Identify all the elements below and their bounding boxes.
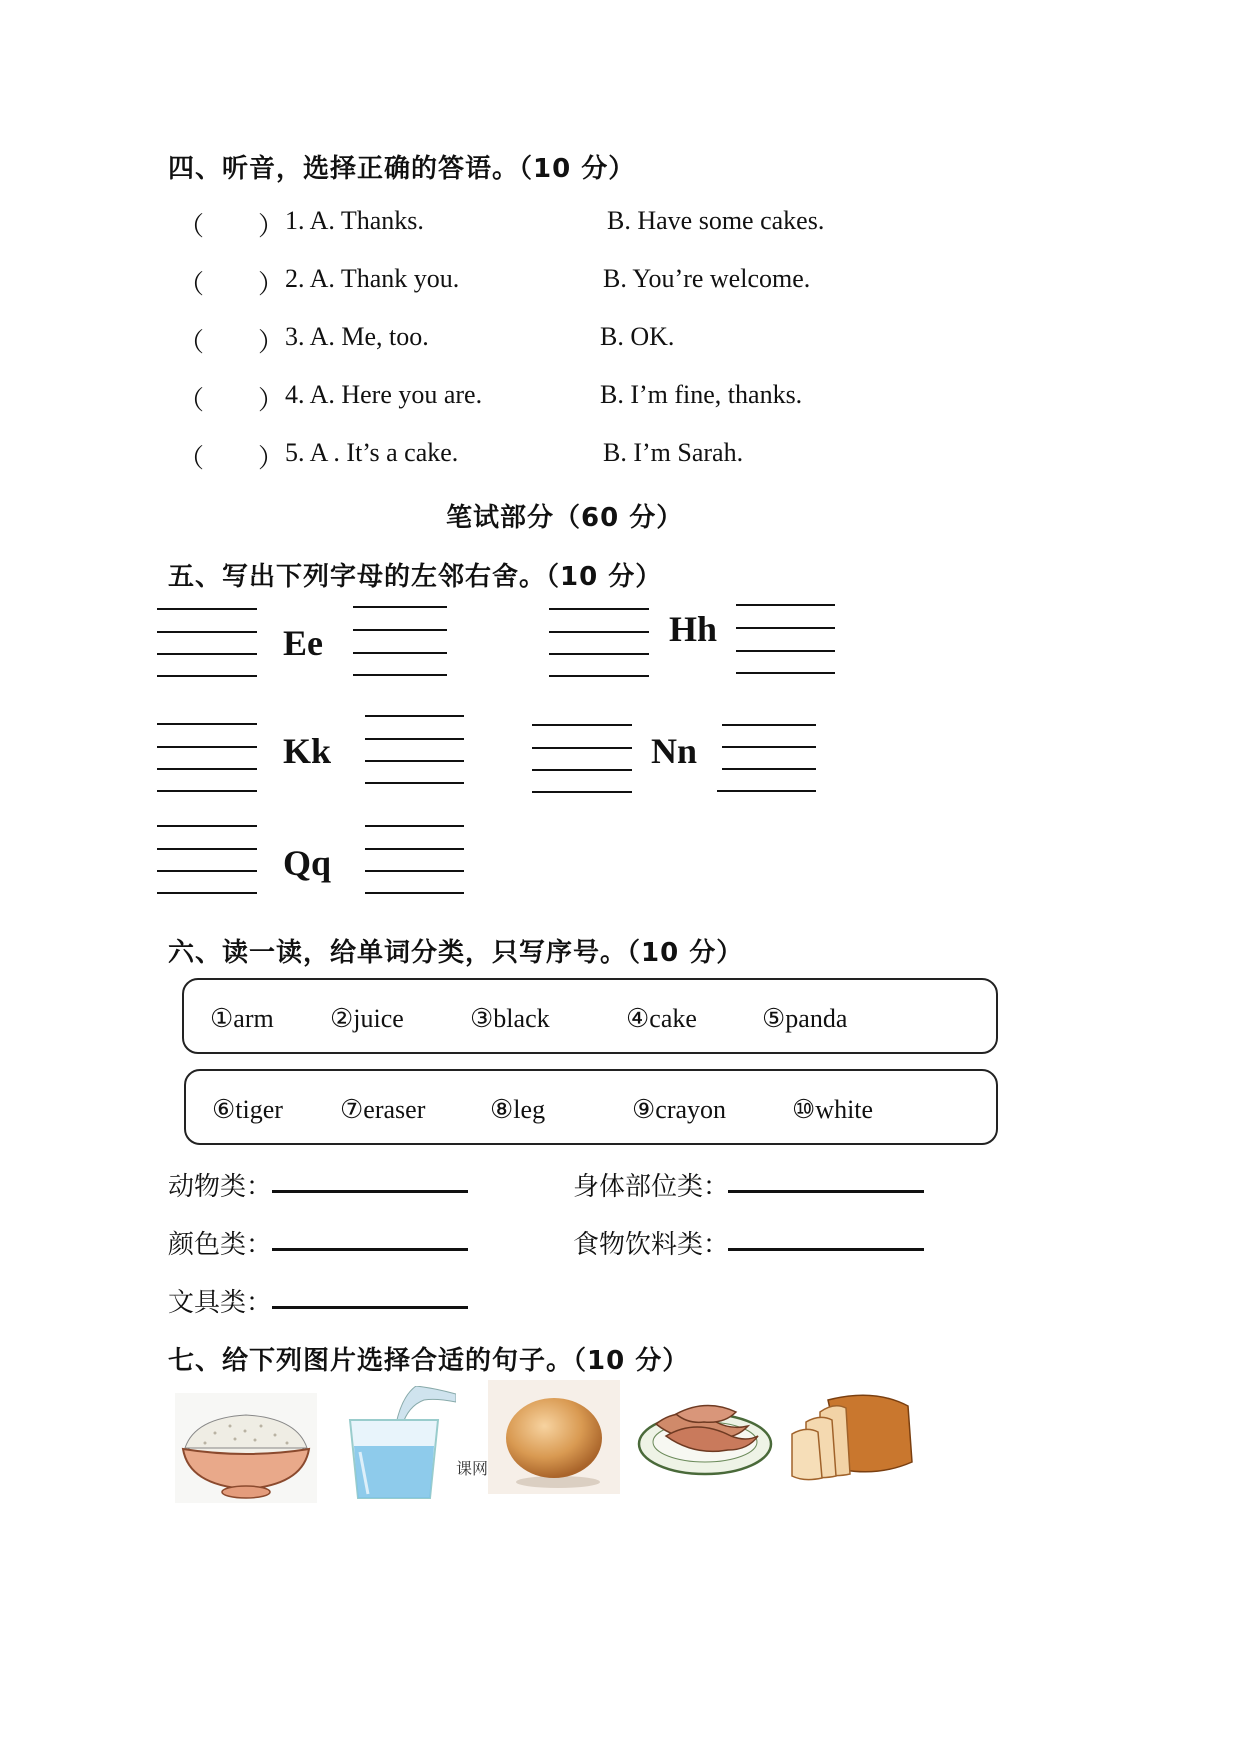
answer-paren-open: （ — [178, 328, 205, 357]
fish-plate-icon — [636, 1384, 774, 1484]
writing-line[interactable] — [365, 715, 464, 717]
section6-heading: 六、读一读，给单词分类，只写序号。（10 分） — [168, 938, 744, 968]
writing-line[interactable] — [549, 631, 649, 633]
writing-line[interactable] — [353, 629, 447, 631]
category-food-label: 食物饮料类： — [573, 1230, 730, 1260]
list-item — [0, 264, 1240, 304]
animals-answer-line[interactable] — [272, 1190, 468, 1193]
writing-line[interactable] — [532, 791, 632, 793]
writing-line[interactable] — [157, 870, 257, 872]
writing-line[interactable] — [157, 675, 257, 677]
writing-line[interactable] — [157, 608, 257, 610]
word-item: ⑧leg — [490, 1095, 546, 1124]
glass-of-water-icon — [338, 1386, 456, 1502]
list-item — [0, 206, 1240, 246]
option-b: B. Have some cakes. — [607, 206, 825, 235]
section5-heading: 五、写出下列字母的左邻右舍。（10 分） — [168, 562, 663, 592]
writing-line[interactable] — [157, 653, 257, 655]
egg-icon — [488, 1380, 620, 1494]
written-part-title: 笔试部分（60 分） — [446, 503, 684, 533]
letter-nn: Nn — [651, 731, 698, 771]
word-item: ④cake — [626, 1004, 697, 1033]
option-b: B. I’m fine, thanks. — [600, 380, 803, 409]
writing-line[interactable] — [532, 724, 632, 726]
writing-line[interactable] — [722, 724, 816, 726]
colors-answer-line[interactable] — [272, 1248, 468, 1251]
letter-qq: Qq — [283, 843, 332, 883]
option-b: B. I’m Sarah. — [603, 438, 744, 467]
writing-line[interactable] — [736, 650, 835, 652]
writing-line[interactable] — [365, 760, 464, 762]
answer-paren-close: ） — [258, 270, 285, 299]
writing-line[interactable] — [157, 723, 257, 725]
food-answer-line[interactable] — [728, 1248, 924, 1251]
bread-icon — [784, 1392, 916, 1482]
category-body-label: 身体部位类： — [573, 1172, 730, 1202]
writing-line[interactable] — [717, 790, 816, 792]
category-colors-label: 颜色类： — [168, 1230, 273, 1260]
writing-line[interactable] — [365, 892, 464, 894]
writing-line[interactable] — [365, 870, 464, 872]
answer-paren-close: ） — [258, 444, 285, 473]
writing-line[interactable] — [549, 675, 649, 677]
writing-line[interactable] — [736, 604, 835, 606]
writing-line[interactable] — [722, 746, 816, 748]
writing-line[interactable] — [157, 746, 257, 748]
writing-line[interactable] — [736, 672, 835, 674]
word-box-2 — [184, 1069, 998, 1145]
word-item: ⑩white — [792, 1095, 874, 1124]
letter-hh: Hh — [669, 609, 718, 649]
word-item: ⑨crayon — [632, 1095, 727, 1124]
word-item: ①arm — [210, 1004, 274, 1033]
letter-ee: Ee — [283, 623, 323, 663]
option-a: 3. A. Me, too. — [285, 322, 429, 351]
list-item — [0, 322, 1240, 362]
word-item: ②juice — [330, 1004, 404, 1033]
word-box-1 — [182, 978, 998, 1054]
body-answer-line[interactable] — [728, 1190, 924, 1193]
answer-paren-close: ） — [258, 328, 285, 357]
writing-line[interactable] — [157, 825, 257, 827]
writing-line[interactable] — [736, 627, 835, 629]
writing-line[interactable] — [157, 768, 257, 770]
writing-line[interactable] — [532, 747, 632, 749]
writing-line[interactable] — [353, 606, 447, 608]
list-item — [0, 438, 1240, 478]
writing-line[interactable] — [532, 769, 632, 771]
section7-heading: 七、给下列图片选择合适的句子。（10 分） — [168, 1346, 690, 1376]
word-item: ⑥tiger — [212, 1095, 283, 1124]
writing-line[interactable] — [365, 825, 464, 827]
list-item — [0, 380, 1240, 420]
option-b: B. OK. — [600, 322, 675, 351]
answer-paren-open: （ — [178, 444, 205, 473]
writing-line[interactable] — [157, 892, 257, 894]
option-a: 2. A. Thank you. — [285, 264, 460, 293]
writing-line[interactable] — [157, 790, 257, 792]
word-item: ⑤panda — [762, 1004, 848, 1033]
writing-line[interactable] — [353, 674, 447, 676]
option-b: B. You’re welcome. — [603, 264, 811, 293]
writing-line[interactable] — [722, 768, 816, 770]
writing-line[interactable] — [549, 608, 649, 610]
answer-paren-open: （ — [178, 212, 205, 241]
writing-line[interactable] — [549, 653, 649, 655]
answer-paren-open: （ — [178, 386, 205, 415]
answer-paren-close: ） — [258, 386, 285, 415]
writing-line[interactable] — [365, 738, 464, 740]
answer-paren-close: ） — [258, 212, 285, 241]
stationery-answer-line[interactable] — [272, 1306, 468, 1309]
word-item: ③black — [470, 1004, 550, 1033]
word-item: ⑦eraser — [340, 1095, 426, 1124]
rice-bowl-icon — [175, 1393, 317, 1503]
writing-line[interactable] — [365, 782, 464, 784]
section4-heading: 四、听音，选择正确的答语。（10 分） — [168, 154, 636, 184]
option-a: 5. A . It’s a cake. — [285, 438, 459, 467]
writing-line[interactable] — [157, 848, 257, 850]
writing-line[interactable] — [353, 652, 447, 654]
letter-kk: Kk — [283, 731, 332, 771]
writing-line[interactable] — [365, 848, 464, 850]
option-a: 1. A. Thanks. — [285, 206, 424, 235]
category-animals-label: 动物类： — [168, 1172, 273, 1202]
answer-paren-open: （ — [178, 270, 205, 299]
option-a: 4. A. Here you are. — [285, 380, 483, 409]
writing-line[interactable] — [157, 631, 257, 633]
watermark-text: 课网 — [456, 1459, 489, 1478]
category-stationery-label: 文具类： — [168, 1288, 273, 1318]
